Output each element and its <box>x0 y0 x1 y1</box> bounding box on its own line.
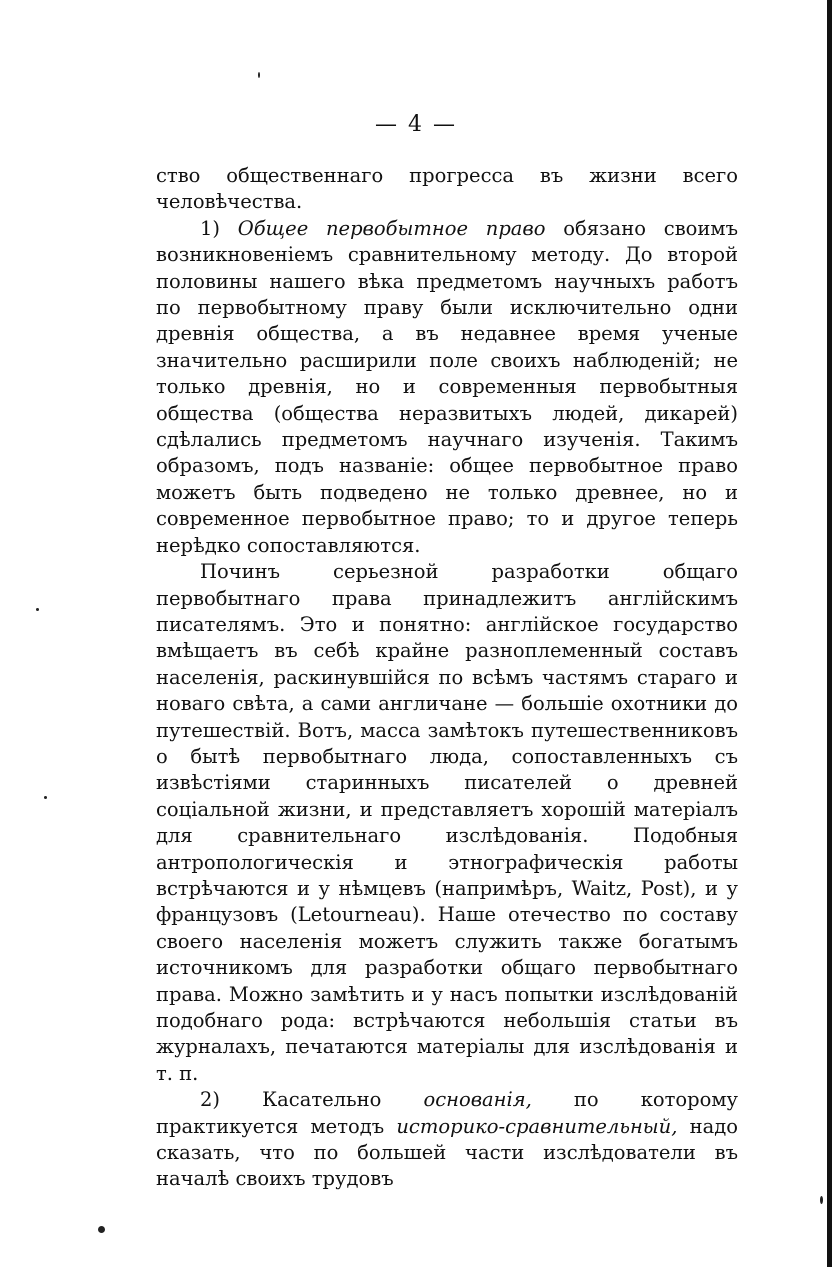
paragraph-text: по которому практикуется методъ <box>156 1088 739 1138</box>
page-number: — 4 — <box>375 112 457 137</box>
print-speck <box>258 72 260 78</box>
italic-term: основанія, <box>423 1088 532 1112</box>
italic-term: Общее первобытное право <box>237 216 546 240</box>
print-speck <box>44 796 47 799</box>
paragraph-text: надо сказать, что по большей части изслѣдователи въ началѣ своихъ трудовъ <box>156 1114 739 1191</box>
paragraph-text: обязано своимъ возникновеніемъ сравнительному методу. До второй половины нашего вѣка предметомъ научныхъ работъ по первобытному праву были исключительно одни древнія общества, а въ недавнее время ученые значительно расширили поле своихъ наблюденій; не только древнія, но и современныя первобытныя общества (общества неразвитыхъ людей, дикарей) сдѣлались предметомъ научнаго изученія. Такимъ образомъ, подъ названіе: общее первобытное право можетъ быть подведено не только древнее, но и современное первобытное право; то и другое теперь нерѣдко сопоставляются. <box>156 216 738 557</box>
paragraph <box>156 216 738 559</box>
paragraph <box>156 163 738 216</box>
print-speck <box>36 608 39 611</box>
paragraph-text: Починъ серьезной разработки общаго первобытнаго права принадлежитъ англійскимъ писателямъ. Это и понятно: англійское государство вмѣщаетъ въ себѣ крайне разноплеменный составъ населенія, раскинувшійся по всѣмъ частямъ стараго и новаго свѣта, а сами англичане — большіе охотники до путешествій. Вотъ, масса замѣтокъ путешественниковъ о бытѣ первобытнаго люда, сопоставленныхъ съ извѣстіями старинныхъ писателей о древней соціальной жизни, и представляетъ хорошій матеріалъ для сравнительнаго изслѣдованія. Подобныя антропологическія и этнографическія работы встрѣчаются и у нѣмцевъ (напримѣръ, Waitz, Post), и у французовъ (Letourneau). Наше отечество по составу своего населенія можетъ служить также богатымъ источникомъ для разработки общаго первобытнаго права. Можно замѣтить и у насъ попытки изслѣдованій подобнаго рода: встрѣчаются небольшія статьи въ журналахъ, печатаются матеріалы для изслѣдованія и т. п. <box>156 560 738 1085</box>
body-text <box>156 163 738 1193</box>
page-edge-shadow <box>827 0 832 1267</box>
list-marker: 1) <box>200 216 221 240</box>
paragraph <box>156 1087 738 1193</box>
print-speck <box>98 1226 105 1233</box>
paragraph-text: ство общественнаго прогресса въ жизни всего человѣчества. <box>156 164 738 214</box>
list-marker: 2) <box>200 1088 221 1112</box>
italic-term: историко-сравнительный, <box>396 1114 678 1138</box>
paragraph-text: Касательно <box>262 1088 382 1112</box>
print-speck <box>820 1196 823 1204</box>
paragraph <box>156 559 738 1087</box>
